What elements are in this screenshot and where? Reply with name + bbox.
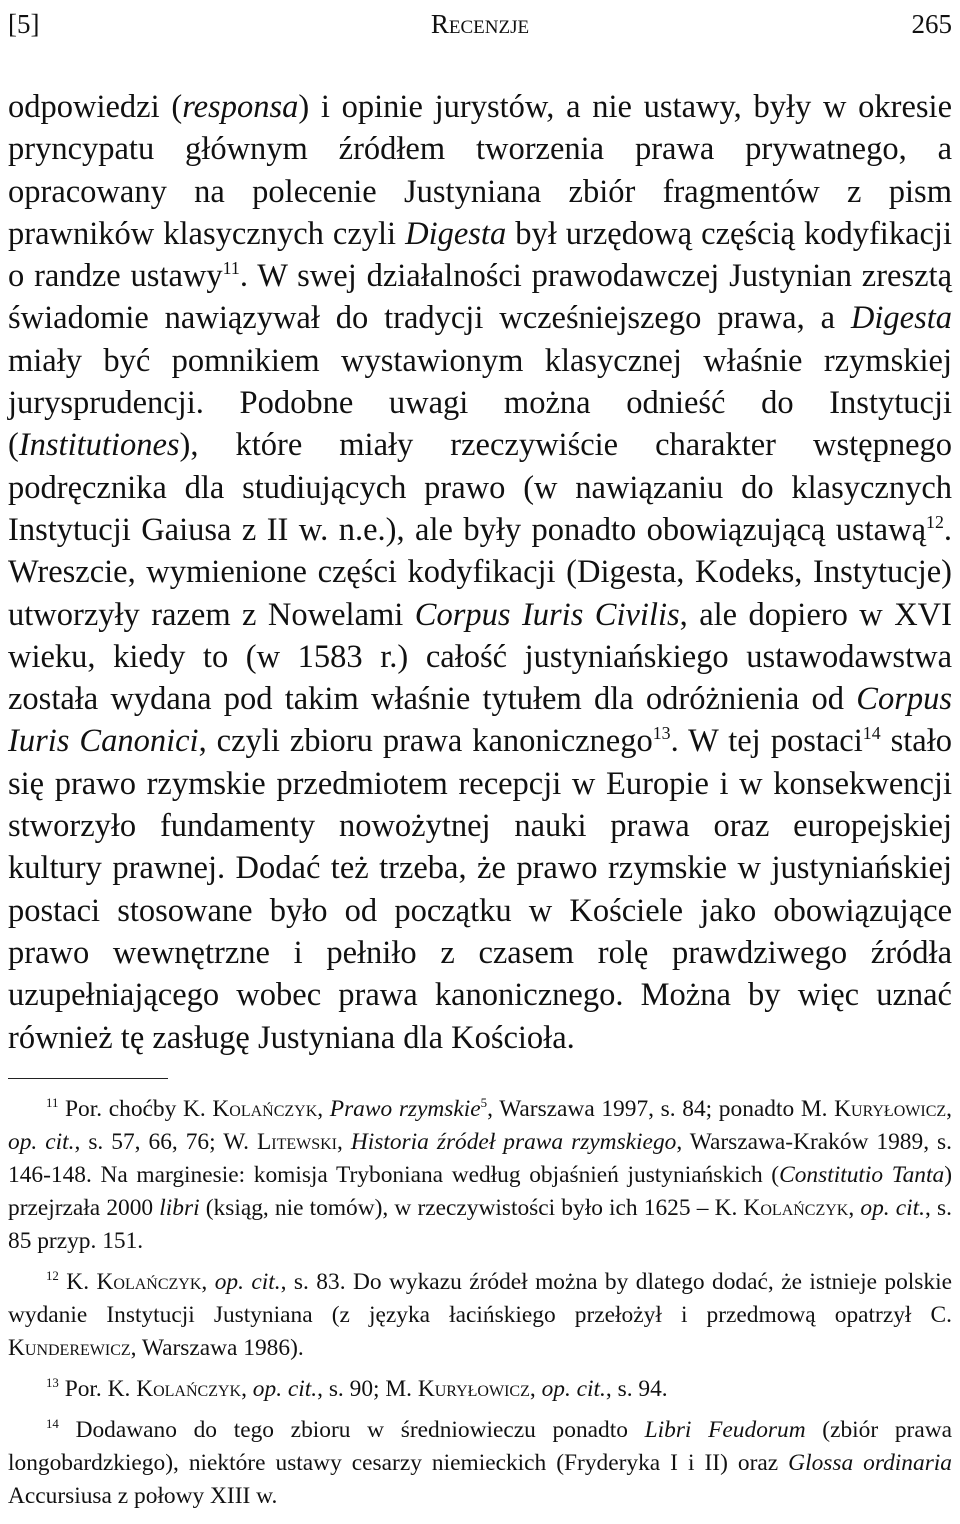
running-title: Recenzje [430,9,530,39]
footnote-14: $^{14}$ Dodawano do tego zbioru w średniowieczu ponadto Libri Feudorum (zbiór prawa longobardzkiego), niektóre ustawy cesarzy niemieckich (Fryderyka I i II) oraz Glossa ordinaria Accursiusa z połowy XIII w. [8,1417,953,1509]
footnote-ref-11[interactable]: 11 [222,258,240,279]
footnote-12: $^{12}$ K. Kolańczyk, op. cit., s. 83. Do wykazu źródeł można by dlatego dodać, że istnieje polskie wydanie Instytucji Justyniana (z języka łacińskiego przełożył i przedmową opatrzył C. Kunderewicz, Warszawa 1986). [8,1269,952,1361]
page-number: 265 [911,9,952,39]
footnote-13: $^{13}$ Por. K. Kolańczyk, op. cit., s. 90; M. Kuryłowicz, op. cit., s. 94. [46,1376,668,1402]
footnotes [8,1093,952,1521]
main-paragraph: odpowiedzi (responsa) i opinie jurystów, a nie ustawy, były w okresie pryncypatu głównym źródłem tworzenia prawa prywatnego, a opracowany na polecenie Justyniana zbiór fragmentów z pism prawników klasycznych czyli Digesta był urzędową częścią kodyfikacji o randze ustawy$^{11}$. W swej działalności prawodawczej Justynian zresztą świadomie nawiązywał do tradycji wcześniejszego prawa, a Digesta miały być pomnikiem wystawionym klasycznej właśnie rzymskiej jurysprudencji. Podobne uwagi można odnieść do Instytucji (Institutiones), które miały rzeczywiście charakter wstępnego podręcznika dla studiujących prawo (w nawiązaniu do klasycznych Instytucji Gaiusa z II w. n.e.), ale były ponadto obowiązującą ustawą$^{12}$. Wreszcie, wymienione części kodyfikacji (Digesta, Kodeks, Instytucje) utworzyły razem z Nowelami Corpus Iuris Civilis, ale dopiero w XVI wieku, kiedy to (w 1583 r.) całość justyniańskiego ustawodawstwa została wydana pod takim właśnie tytułem dla odróżnienia od Corpus Iuris Canonici, czyli zbioru prawa kanonicznego$^{13}$. W tej postaci$^{14}$ stało się prawo rzymskie przedmiotem recepcji w Europie i w konsekwencji stworzyło fundamenty nowożytnej nauki prawa oraz europejskiej kultury prawnej. Dodać też trzeba, że prawo rzymskie w justyniańskiej postaci stosowane było od początku w Kościele jako obowiązujące prawo wewnętrzne i pełniło z czasem rolę prawdziwego źródła uzupełniającego wobec prawa kanonicznego. Można by więc uznać również tę zasługę Justyniana dla Kościoła. [8,89,953,1056]
footnote-mark: 11 [46,1096,59,1111]
footnote-11: $^{11}$ Por. choćby K. Kolańczyk, Prawo rzymskie$^5$, Warszawa 1997, s. 84; ponadto M. Kuryłowicz, op. cit., s. 57, 66, 76; W. Litewski, Historia źródeł prawa rzymskiego, Warszawa-Kraków 1989, s. 146-148. Na marginesie: komisja Trybonianа według objaśnień justyniańskich (Constitutio Tanta) przejrzała 2000 libri (ksiąg, nie tomów), w rzeczywistości było ich 1625 – K. Kolańczyk, op. cit., s. 85 przyp. 151. [8,1096,952,1254]
section-number: [5] [8,9,40,39]
footnote-ref-13[interactable]: 13 [652,723,671,744]
running-head [8,4,952,44]
footnote-ref-14[interactable]: 14 [862,723,881,744]
footnote-ref-12[interactable]: 12 [926,512,944,533]
footnote-mark: 12 [46,1269,59,1284]
footnote-divider [8,1078,168,1079]
footnote-mark: 13 [46,1376,59,1391]
footnote-mark: 14 [46,1417,59,1432]
